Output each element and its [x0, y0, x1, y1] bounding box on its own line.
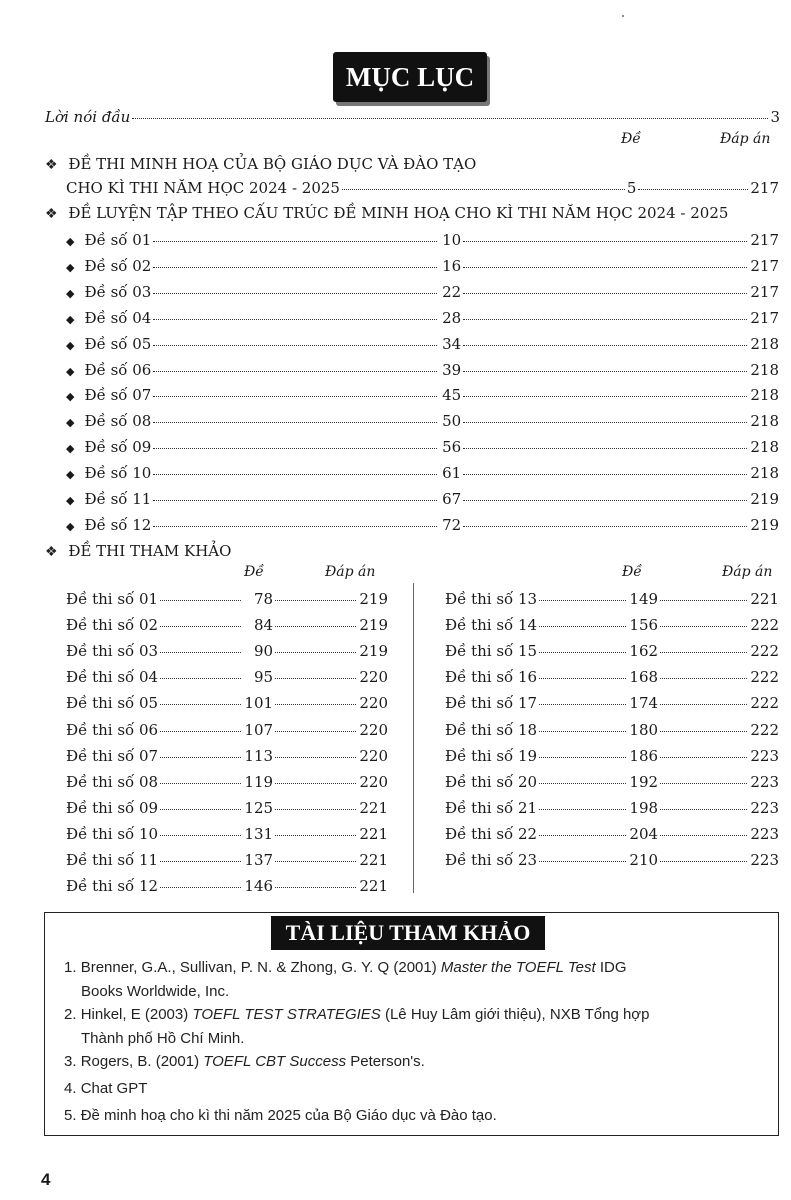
practice-exam-page: 16 — [442, 256, 462, 275]
reference-line — [64, 1003, 764, 1027]
practice-exam-answer: 217 — [750, 308, 779, 327]
reference-exam-row — [445, 665, 779, 689]
column-divider — [413, 583, 414, 893]
dot-leader — [463, 500, 747, 501]
reference-text-tail: (Lê Huy Lâm giới thiệu), NXB Tổng hợp — [384, 1006, 650, 1023]
practice-exam-answer: 218 — [750, 386, 779, 405]
dot-leader — [160, 757, 241, 758]
practice-exam-page: 22 — [442, 282, 462, 301]
header-dap-an: Đáp án — [720, 131, 771, 147]
practice-exam-row — [66, 332, 779, 358]
practice-exam-page: 67 — [442, 490, 462, 508]
reference-exam-row — [445, 587, 779, 611]
dot-leader — [160, 626, 241, 627]
reference-exam-answer: 222 — [750, 668, 779, 687]
dot-leader — [275, 861, 356, 862]
reference-exam-row — [66, 691, 388, 715]
practice-exam-page: 61 — [442, 464, 462, 483]
reference-number: 5. — [64, 1107, 77, 1124]
reference-exam-page: 186 — [629, 746, 659, 765]
practice-exam-label: Đề số 12 — [84, 515, 152, 534]
dot-leader — [342, 189, 625, 190]
header-de: Đề — [621, 131, 641, 147]
reference-exam-page: 174 — [629, 694, 659, 713]
dot-leader — [463, 396, 747, 397]
section1-line — [66, 176, 779, 200]
reference-exam-label: Đề thi số 17 — [445, 694, 538, 713]
dot-leader — [539, 835, 626, 836]
reference-exam-page: 101 — [244, 694, 274, 713]
reference-exam-row — [445, 796, 779, 820]
reference-exam-label: Đề thi số 13 — [445, 590, 538, 608]
reference-exam-answer: 222 — [750, 642, 779, 661]
reference-exam-page: 192 — [629, 772, 659, 791]
dot-leader — [463, 293, 747, 294]
reference-exam-label: Đề thi số 23 — [445, 851, 538, 869]
page-number: 4 — [41, 1170, 51, 1189]
paper-speck — [622, 15, 624, 17]
reference-number: 2. — [64, 1006, 77, 1023]
reference-exam-page: 107 — [244, 720, 274, 739]
section-bullet-icon: ❖ — [45, 206, 58, 222]
dot-leader — [539, 731, 626, 732]
reference-title-italic: Master the TOEFL Test — [440, 959, 596, 976]
section1-page: 5 — [626, 179, 637, 197]
dot-leader — [275, 783, 356, 784]
dot-leader — [539, 678, 626, 679]
dot-leader — [660, 626, 747, 627]
practice-exam-row — [66, 513, 779, 539]
reference-exam-label: Đề thi số 04 — [66, 668, 159, 687]
dot-leader — [153, 526, 437, 527]
section3-title: ❖ ĐỀ THI THAM KHẢO — [45, 542, 232, 560]
diamond-bullet-icon: ◆ — [66, 390, 75, 404]
practice-exam-page: 50 — [442, 412, 462, 431]
reference-exam-answer: 223 — [750, 772, 779, 791]
section-bullet-icon: ❖ — [45, 544, 58, 560]
practice-exam-label: Đề số 03 — [84, 282, 152, 301]
reference-exam-label: Đề thi số 10 — [66, 824, 159, 843]
diamond-bullet-icon: ◆ — [66, 494, 75, 507]
practice-exam-label: Đề số 06 — [84, 360, 152, 379]
reference-title-italic: TOEFL TEST STRATEGIES — [192, 1006, 381, 1023]
reference-text-tail: Peterson's. — [350, 1053, 425, 1070]
dot-leader — [275, 704, 356, 705]
reference-exam-row — [66, 822, 388, 846]
reference-exam-label: Đề thi số 20 — [445, 772, 538, 791]
dot-leader — [539, 861, 626, 862]
reference-exam-page: 168 — [629, 668, 659, 687]
reference-exam-answer: 220 — [359, 668, 388, 687]
practice-exam-label: Đề số 11 — [84, 490, 152, 508]
dot-leader — [660, 835, 747, 836]
dot-leader — [153, 448, 437, 449]
dot-leader — [463, 345, 747, 346]
dot-leader — [463, 448, 747, 449]
dot-leader — [660, 861, 747, 862]
reference-exam-answer: 223 — [750, 798, 779, 817]
practice-exam-page: 34 — [442, 334, 462, 353]
reference-exam-answer: 221 — [359, 877, 388, 896]
practice-exam-answer: 217 — [750, 231, 779, 249]
dot-leader — [660, 731, 747, 732]
practice-exam-row — [66, 435, 779, 461]
dot-leader — [463, 267, 747, 268]
reference-exam-row — [445, 691, 779, 715]
practice-exam-answer: 217 — [750, 256, 779, 275]
reference-exam-answer: 221 — [359, 824, 388, 843]
left-header-dap-an: Đáp án — [325, 564, 376, 580]
reference-exam-answer: 223 — [750, 824, 779, 843]
dot-leader — [539, 704, 626, 705]
reference-exam-row — [445, 744, 779, 768]
reference-exam-answer: 221 — [359, 798, 388, 817]
reference-continuation: Books Worldwide, Inc. — [81, 983, 230, 1000]
reference-number: 3. — [64, 1053, 77, 1070]
reference-text: Chat GPT — [80, 1080, 148, 1097]
reference-exam-label: Đề thi số 18 — [445, 720, 538, 739]
reference-item — [64, 956, 764, 1004]
reference-exam-row — [66, 587, 388, 611]
reference-exam-page: 90 — [253, 642, 274, 661]
reference-exam-row — [445, 613, 779, 637]
reference-exam-answer: 219 — [359, 590, 388, 608]
reference-exam-label: Đề thi số 05 — [66, 694, 159, 713]
reference-exam-label: Đề thi số 21 — [445, 798, 538, 817]
reference-exam-page: 95 — [253, 668, 274, 687]
dot-leader — [660, 809, 747, 810]
practice-exam-row — [66, 254, 779, 280]
dot-leader — [275, 809, 356, 810]
practice-exam-page: 10 — [442, 231, 462, 249]
dot-leader — [660, 757, 747, 758]
reference-line — [64, 1104, 764, 1128]
practice-exam-label: Đề số 09 — [84, 438, 152, 457]
diamond-bullet-icon: ◆ — [66, 338, 75, 352]
dot-leader — [160, 652, 241, 653]
reference-exam-answer: 220 — [359, 746, 388, 765]
practice-exam-answer: 218 — [750, 464, 779, 483]
dot-leader — [160, 835, 241, 836]
dot-leader — [153, 396, 437, 397]
reference-exam-page: 78 — [253, 590, 274, 608]
reference-exam-answer: 219 — [359, 642, 388, 661]
practice-exam-label: Đề số 08 — [84, 412, 152, 431]
practice-exam-page: 72 — [442, 515, 462, 534]
reference-exam-answer: 223 — [750, 746, 779, 765]
dot-leader — [660, 652, 747, 653]
dot-leader — [463, 422, 747, 423]
reference-exam-answer: 221 — [359, 851, 388, 869]
right-header-de: Đề — [622, 564, 642, 580]
dot-leader — [660, 678, 747, 679]
reference-item — [64, 1104, 764, 1128]
diamond-bullet-icon: ◆ — [66, 468, 75, 482]
reference-exam-row — [445, 718, 779, 742]
reference-exam-label: Đề thi số 01 — [66, 590, 159, 608]
practice-exam-row — [66, 228, 779, 254]
dot-leader — [463, 371, 747, 372]
reference-text-tail: IDG — [599, 959, 627, 976]
dot-leader — [660, 600, 747, 601]
dot-leader — [153, 474, 437, 475]
dot-leader — [275, 600, 356, 601]
practice-exam-label: Đề số 02 — [84, 256, 152, 275]
practice-exam-answer: 218 — [750, 438, 779, 457]
reference-line — [64, 1050, 764, 1074]
reference-exam-row — [66, 744, 388, 768]
reference-exam-label: Đề thi số 12 — [66, 877, 159, 896]
practice-exam-label: Đề số 07 — [84, 386, 152, 405]
reference-exam-answer: 219 — [359, 616, 388, 635]
reference-exam-label: Đề thi số 07 — [66, 746, 159, 765]
reference-exam-answer: 222 — [750, 694, 779, 713]
reference-exam-page: 198 — [629, 798, 659, 817]
practice-exam-page: 28 — [442, 308, 462, 327]
practice-exam-row — [66, 280, 779, 306]
preface-label: Lời nói đầu — [45, 108, 131, 126]
dot-leader — [275, 626, 356, 627]
dot-leader — [153, 371, 437, 372]
section-bullet-icon: ❖ — [45, 157, 58, 173]
reference-exam-label: Đề thi số 03 — [66, 642, 159, 661]
reference-exam-answer: 221 — [750, 590, 779, 608]
reference-exam-label: Đề thi số 06 — [66, 720, 159, 739]
practice-exam-label: Đề số 04 — [84, 308, 152, 327]
practice-exam-row — [66, 487, 779, 513]
reference-exam-page: 84 — [253, 616, 274, 635]
practice-exam-label: Đề số 01 — [84, 231, 152, 249]
practice-exam-answer: 217 — [750, 282, 779, 301]
dot-leader — [539, 757, 626, 758]
reference-item — [64, 1003, 764, 1051]
dot-leader — [275, 678, 356, 679]
reference-number: 1. — [64, 959, 77, 976]
reference-exam-label: Đề thi số 11 — [66, 851, 159, 869]
practice-exam-answer: 218 — [750, 334, 779, 353]
reference-exam-page: 210 — [629, 851, 659, 869]
practice-exam-row — [66, 461, 779, 487]
dot-leader — [153, 241, 437, 242]
section2-title: ❖ ĐỀ LUYỆN TẬP THEO CẤU TRÚC ĐỀ MINH HOẠ CHO KÌ THI NĂM HỌC 2024 - 2025 — [45, 204, 729, 222]
reference-exam-row — [66, 770, 388, 794]
diamond-bullet-icon: ◆ — [66, 519, 75, 533]
reference-exam-label: Đề thi số 02 — [66, 616, 159, 635]
reference-exam-page: 156 — [629, 616, 659, 635]
reference-exam-page: 146 — [244, 877, 274, 896]
reference-exam-row — [66, 848, 388, 872]
dot-leader — [160, 731, 241, 732]
reference-exam-label: Đề thi số 08 — [66, 772, 159, 791]
reference-exam-label: Đề thi số 14 — [445, 616, 538, 635]
practice-exam-answer: 218 — [750, 412, 779, 431]
left-header-de: Đề — [244, 564, 264, 580]
dot-leader — [539, 783, 626, 784]
dot-leader — [275, 887, 356, 888]
dot-leader — [660, 704, 747, 705]
reference-continuation: Thành phố Hồ Chí Minh. — [81, 1030, 245, 1047]
reference-line — [64, 956, 764, 980]
reference-exam-label: Đề thi số 19 — [445, 746, 538, 765]
section1-label: CHO KÌ THI NĂM HỌC 2024 - 2025 — [66, 179, 340, 197]
reference-exam-page: 113 — [244, 746, 274, 765]
reference-exam-answer: 222 — [750, 720, 779, 739]
dot-leader — [153, 319, 437, 320]
preface-line — [45, 105, 780, 129]
dot-leader — [160, 783, 241, 784]
reference-exam-row — [445, 848, 779, 872]
dot-leader — [275, 731, 356, 732]
practice-exam-label: Đề số 05 — [84, 334, 152, 353]
reference-exam-page: 162 — [629, 642, 659, 661]
reference-exam-answer: 220 — [359, 694, 388, 713]
reference-exam-label: Đề thi số 22 — [445, 824, 538, 843]
reference-exam-page: 149 — [629, 590, 659, 608]
dot-leader — [463, 319, 747, 320]
preface-page: 3 — [770, 108, 780, 126]
reference-exam-answer: 220 — [359, 720, 388, 739]
reference-exam-row — [445, 822, 779, 846]
reference-number: 4. — [64, 1080, 77, 1097]
reference-exam-answer: 223 — [750, 851, 779, 869]
diamond-bullet-icon: ◆ — [66, 442, 75, 456]
dot-leader — [160, 678, 241, 679]
dot-leader — [160, 861, 241, 862]
reference-exam-row — [445, 639, 779, 663]
dot-leader — [153, 267, 437, 268]
reference-exam-row — [66, 718, 388, 742]
reference-item — [64, 1050, 764, 1074]
reference-exam-label: Đề thi số 09 — [66, 798, 159, 817]
dot-leader — [463, 474, 747, 475]
dot-leader — [539, 626, 626, 627]
dot-leader — [660, 783, 747, 784]
reference-text: Đề minh hoạ cho kì thi năm 2025 của Bộ Giáo dục và Đào tạo. — [80, 1107, 497, 1124]
reference-exam-answer: 222 — [750, 616, 779, 635]
reference-exam-row — [66, 665, 388, 689]
dot-leader — [539, 809, 626, 810]
practice-exam-row — [66, 409, 779, 435]
reference-exam-page: 131 — [244, 824, 274, 843]
diamond-bullet-icon: ◆ — [66, 235, 75, 248]
dot-leader — [153, 422, 437, 423]
practice-exam-page: 56 — [442, 438, 462, 457]
dot-leader — [275, 757, 356, 758]
dot-leader — [160, 887, 241, 888]
section1-title: ❖ ĐỀ THI MINH HOẠ CỦA BỘ GIÁO DỤC VÀ ĐÀO TẠO — [45, 155, 477, 173]
reference-line — [64, 1077, 764, 1101]
reference-title-italic: TOEFL CBT Success — [203, 1053, 347, 1070]
dot-leader — [153, 500, 437, 501]
practice-exam-row — [66, 358, 779, 384]
diamond-bullet-icon: ◆ — [66, 286, 75, 300]
reference-exam-label: Đề thi số 16 — [445, 668, 538, 687]
diamond-bullet-icon: ◆ — [66, 260, 75, 274]
reference-exam-page: 180 — [629, 720, 659, 739]
reference-text: Brenner, G.A., Sullivan, P. N. & Zhong, G. Y. Q (2001) — [80, 959, 437, 976]
diamond-bullet-icon: ◆ — [66, 312, 75, 326]
reference-exam-row — [66, 613, 388, 637]
reference-exam-answer: 220 — [359, 772, 388, 791]
references-title: TÀI LIỆU THAM KHẢO — [271, 916, 545, 950]
practice-exam-page: 39 — [442, 360, 462, 379]
dot-leader — [463, 241, 747, 242]
practice-exam-row — [66, 306, 779, 332]
dot-leader — [160, 704, 241, 705]
practice-exam-page: 45 — [442, 386, 462, 405]
diamond-bullet-icon: ◆ — [66, 364, 75, 378]
reference-exam-page: 137 — [244, 851, 274, 869]
dot-leader — [539, 652, 626, 653]
dot-leader — [160, 600, 241, 601]
dot-leader — [153, 345, 437, 346]
reference-text: Hinkel, E (2003) — [80, 1006, 189, 1023]
reference-item — [64, 1077, 764, 1101]
right-header-dap-an: Đáp án — [722, 564, 773, 580]
dot-leader — [132, 118, 768, 119]
practice-exam-label: Đề số 10 — [84, 464, 152, 483]
reference-exam-row — [445, 770, 779, 794]
reference-exam-row — [66, 874, 388, 898]
section1-answer: 217 — [750, 179, 779, 197]
practice-exam-answer: 219 — [750, 490, 779, 508]
dot-leader — [463, 526, 747, 527]
reference-exam-row — [66, 639, 388, 663]
reference-exam-page: 119 — [244, 772, 274, 791]
reference-exam-row — [66, 796, 388, 820]
dot-leader — [275, 835, 356, 836]
practice-exam-row — [66, 383, 779, 409]
reference-exam-page: 204 — [629, 824, 659, 843]
dot-leader — [153, 293, 437, 294]
dot-leader — [539, 600, 626, 601]
practice-exam-answer: 218 — [750, 360, 779, 379]
dot-leader — [275, 652, 356, 653]
dot-leader — [638, 189, 748, 190]
reference-exam-page: 125 — [244, 798, 274, 817]
dot-leader — [160, 809, 241, 810]
reference-text: Rogers, B. (2001) — [80, 1053, 200, 1070]
page-title: MỤC LỤC — [333, 52, 487, 102]
practice-exam-answer: 219 — [750, 515, 779, 534]
reference-exam-label: Đề thi số 15 — [445, 642, 538, 661]
diamond-bullet-icon: ◆ — [66, 416, 75, 430]
